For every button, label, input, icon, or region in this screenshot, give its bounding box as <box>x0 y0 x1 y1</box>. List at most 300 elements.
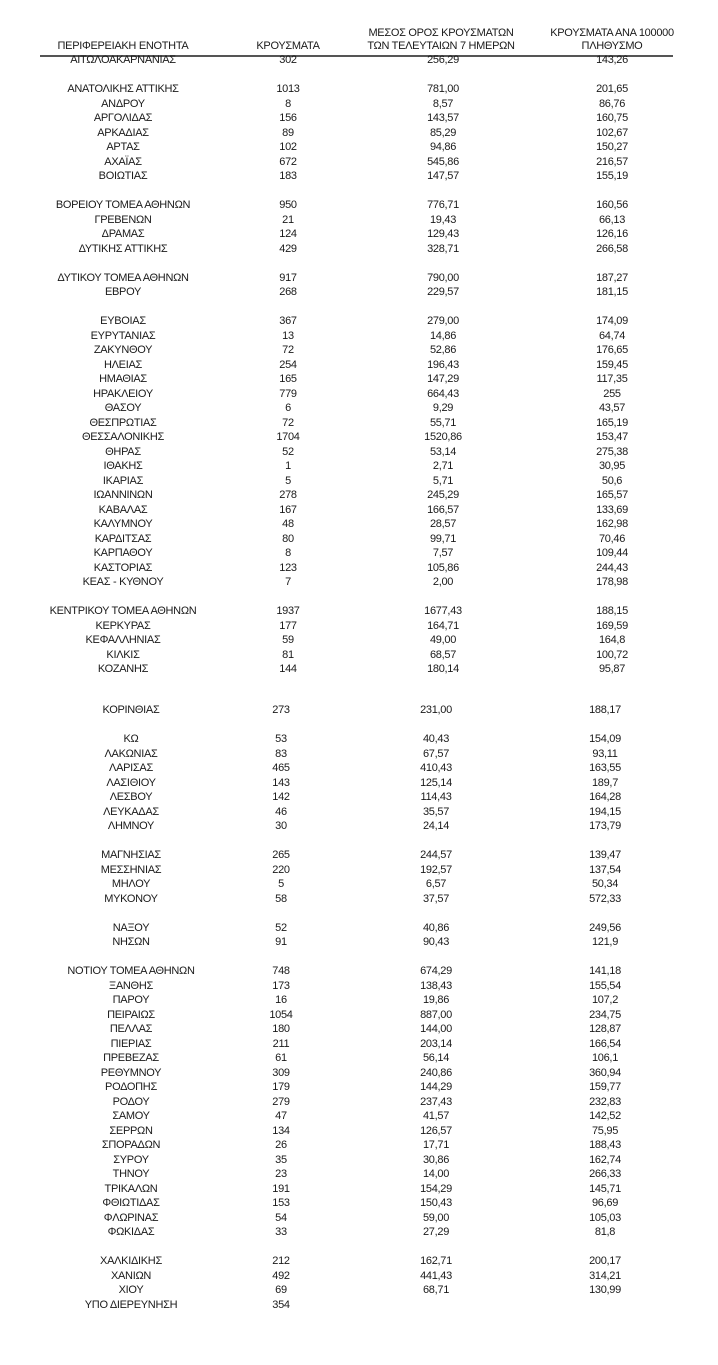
cases: 367 <box>279 315 297 327</box>
region-name: ΦΛΩΡΙΝΑΣ <box>103 1211 159 1224</box>
cases-per-100k: 255 <box>603 387 621 400</box>
region-name: ΗΡΑΚΛΕΙΟΥ <box>93 387 153 400</box>
cases: 950 <box>279 199 297 211</box>
cases-per-100k: 155,54 <box>589 979 621 992</box>
cases-per-100k: 164,28 <box>589 791 621 803</box>
region-name: ΚΑΛΥΜΝΟΥ <box>93 518 153 530</box>
cases: 672 <box>279 155 297 168</box>
avg-7-days: 129,43 <box>427 228 459 240</box>
cases-per-100k: 139,47 <box>589 849 621 861</box>
region-name: ΑΧΑΪΑΣ <box>104 155 142 168</box>
region-name: ΚΑΒΑΛΑΣ <box>98 503 148 516</box>
cases-per-100k: 30,95 <box>598 460 626 472</box>
avg-7-days: 244,57 <box>420 849 452 861</box>
cases-per-100k: 133,69 <box>596 503 628 516</box>
avg-7-days: 1677,43 <box>424 605 462 617</box>
header-per100k-line1: ΚΡΟΥΣΜΑΤΑ ΑΝΑ 100000 <box>550 27 674 39</box>
avg-7-days: 56,14 <box>422 1052 450 1064</box>
cases: 134 <box>272 1124 290 1137</box>
header-region: ΠΕΡΙΦΕΡΕΙΑΚΗ ΕΝΟΤΗΤΑ <box>57 40 189 52</box>
cases-per-100k: 164,8 <box>598 634 626 646</box>
cases: 6 <box>285 402 291 414</box>
region-name: ΑΝΔΡΟΥ <box>101 97 145 110</box>
region-name: ΘΕΣΠΡΩΤΙΑΣ <box>89 416 157 429</box>
avg-7-days: 37,57 <box>422 892 450 905</box>
avg-7-days: 144,29 <box>420 1081 452 1093</box>
cases: 5 <box>278 878 284 890</box>
cases-per-100k: 244,43 <box>596 561 628 574</box>
cases: 52 <box>282 445 294 458</box>
region-name: ΛΗΜΝΟΥ <box>107 820 155 832</box>
region-name: ΞΑΝΘΗΣ <box>109 979 153 992</box>
cases: 52 <box>275 921 287 934</box>
region-name: ΕΒΡΟΥ <box>104 286 142 298</box>
cases: 278 <box>279 489 297 501</box>
avg-7-days: 40,86 <box>422 921 450 934</box>
cases: 30 <box>275 820 287 832</box>
cases: 59 <box>282 634 294 646</box>
cases: 1704 <box>276 431 300 443</box>
region-name: ΧΑΛΚΙΔΙΚΗΣ <box>100 1255 162 1267</box>
cases: 72 <box>282 344 294 356</box>
region-name: ΠΕΙΡΑΙΩΣ <box>107 1008 155 1021</box>
cases-per-100k: 109,44 <box>596 547 628 559</box>
cases: 16 <box>275 994 287 1006</box>
cases: 72 <box>282 416 294 429</box>
region-name: ΚΑΡΔΙΤΣΑΣ <box>94 532 152 545</box>
cases-per-100k: 169,59 <box>596 619 628 632</box>
cases-per-100k: 249,56 <box>589 921 621 934</box>
avg-7-days: 7,57 <box>432 547 454 559</box>
cases-per-100k: 50,6 <box>601 474 623 487</box>
region-name: ΤΡΙΚΑΛΩΝ <box>104 1182 158 1195</box>
avg-7-days: 164,71 <box>427 619 459 632</box>
region-name: ΑΡΚΑΔΙΑΣ <box>97 126 149 139</box>
avg-7-days: 6,57 <box>425 878 447 890</box>
cases-per-100k: 572,33 <box>589 892 621 905</box>
cases-per-100k: 188,17 <box>589 704 621 716</box>
region-name: ΔΥΤΙΚΗΣ ΑΤΤΙΚΗΣ <box>78 242 168 255</box>
cases: 179 <box>272 1081 290 1093</box>
cases: 8 <box>285 547 291 559</box>
avg-7-days: 196,43 <box>427 358 459 371</box>
avg-7-days: 162,71 <box>420 1255 452 1267</box>
region-name: ΦΩΚΙΔΑΣ <box>107 1226 155 1238</box>
avg-7-days: 27,29 <box>422 1226 450 1238</box>
cases: 23 <box>275 1168 287 1180</box>
region-name: ΛΑΚΩΝΙΑΣ <box>104 747 158 760</box>
cases: 254 <box>279 358 297 371</box>
region-name: ΚΕΦΑΛΛΗΝΙΑΣ <box>85 634 161 646</box>
cases: 48 <box>282 518 294 530</box>
avg-7-days: 410,43 <box>420 762 452 774</box>
cases: 492 <box>272 1269 290 1282</box>
cases: 748 <box>272 965 290 977</box>
region-name: ΚΙΛΚΙΣ <box>106 648 140 661</box>
cases-per-100k: 143,26 <box>596 54 628 66</box>
avg-7-days: 229,57 <box>427 286 459 298</box>
avg-7-days: 14,86 <box>429 329 457 342</box>
avg-7-days: 19,43 <box>429 213 457 226</box>
region-name: ΝΑΞΟΥ <box>112 921 150 934</box>
region-name: ΜΕΣΣΗΝΙΑΣ <box>100 863 162 876</box>
region-name: ΚΑΡΠΑΘΟΥ <box>93 547 153 559</box>
avg-7-days: 231,00 <box>420 704 452 716</box>
region-name: ΔΥΤΙΚΟΥ ΤΟΜΕΑ ΑΘΗΝΩΝ <box>57 271 189 284</box>
cases-per-100k: 232,83 <box>589 1095 621 1108</box>
cases: 144 <box>279 663 297 675</box>
region-name: ΡΕΘΥΜΝΟΥ <box>100 1066 162 1079</box>
cases-per-100k: 75,95 <box>591 1124 619 1137</box>
region-name: ΜΥΚΟΝΟΥ <box>104 892 158 905</box>
region-name: ΚΕΝΤΡΙΚΟΥ ΤΟΜΕΑ ΑΘΗΝΩΝ <box>49 605 197 617</box>
avg-7-days: 40,43 <box>422 733 450 745</box>
cases-per-100k: 155,19 <box>596 170 628 182</box>
cases-per-100k: 105,03 <box>589 1211 621 1224</box>
cases: 5 <box>285 474 291 487</box>
avg-7-days: 8,57 <box>432 97 454 110</box>
region-name: ΛΑΣΙΘΙΟΥ <box>106 776 156 789</box>
avg-7-days: 192,57 <box>420 863 452 876</box>
avg-7-days: 94,86 <box>429 141 457 153</box>
region-name: ΕΥΡΥΤΑΝΙΑΣ <box>90 329 156 342</box>
region-name: ΘΕΣΣΑΛΟΝΙΚΗΣ <box>82 431 164 443</box>
cases: 124 <box>279 228 297 240</box>
cases-per-100k: 166,54 <box>589 1037 621 1050</box>
cases-per-100k: 234,75 <box>589 1008 621 1021</box>
cases: 8 <box>285 97 291 110</box>
cases-per-100k: 137,54 <box>589 863 621 876</box>
avg-7-days: 114,43 <box>420 791 452 803</box>
cases-per-100k: 266,33 <box>589 1168 621 1180</box>
region-name: ΙΩΑΝΝΙΝΩΝ <box>93 489 153 501</box>
cases-per-100k: 100,72 <box>596 648 628 661</box>
cases: 83 <box>275 747 287 760</box>
cases: 302 <box>279 54 297 66</box>
cases: 180 <box>272 1023 290 1035</box>
cases-per-100k: 165,57 <box>596 489 628 501</box>
cases: 153 <box>272 1197 290 1209</box>
cases-per-100k: 70,46 <box>598 532 626 545</box>
cases-per-100k: 66,13 <box>598 213 626 226</box>
region-name: ΠΡΕΒΕΖΑΣ <box>103 1052 159 1064</box>
avg-7-days: 147,29 <box>427 373 459 385</box>
cases-per-100k: 194,15 <box>589 805 621 818</box>
cases-per-100k: 216,57 <box>596 155 628 168</box>
region-name: ΤΗΝΟΥ <box>112 1168 150 1180</box>
avg-7-days: 14,00 <box>422 1168 450 1180</box>
cases: 53 <box>275 733 287 745</box>
cases: 26 <box>275 1139 287 1151</box>
cases: 142 <box>272 791 290 803</box>
cases-per-100k: 96,69 <box>591 1197 619 1209</box>
cases-per-100k: 145,71 <box>589 1182 621 1195</box>
avg-7-days: 5,71 <box>432 474 454 487</box>
cases: 91 <box>275 936 287 948</box>
cases: 265 <box>272 849 290 861</box>
avg-7-days: 59,00 <box>422 1211 450 1224</box>
region-name: ΚΑΣΤΟΡΙΑΣ <box>93 561 153 574</box>
region-name: ΑΡΤΑΣ <box>106 141 140 153</box>
cases-per-100k: 159,45 <box>596 358 628 371</box>
region-name: ΓΡΕΒΕΝΩΝ <box>94 213 152 226</box>
cases: 7 <box>285 576 291 588</box>
avg-7-days: 68,71 <box>422 1284 450 1296</box>
cases-per-100k: 200,17 <box>589 1255 621 1267</box>
avg-7-days: 240,86 <box>420 1066 452 1079</box>
cases-per-100k: 43,57 <box>598 402 626 414</box>
avg-7-days: 55,71 <box>429 416 457 429</box>
region-name: ΒΟΡΕΙΟΥ ΤΟΜΕΑ ΑΘΗΝΩΝ <box>55 199 191 211</box>
cases-per-100k: 187,27 <box>596 271 628 284</box>
avg-7-days: 256,29 <box>427 54 459 66</box>
cases: 123 <box>279 561 297 574</box>
cases-per-100k: 178,98 <box>596 576 628 588</box>
region-name: ΝΟΤΙΟΥ ΤΟΜΕΑ ΑΘΗΝΩΝ <box>67 965 195 977</box>
avg-7-days: 203,14 <box>420 1037 452 1050</box>
cases: 268 <box>279 286 297 298</box>
region-name: ΚΟΖΑΝΗΣ <box>97 663 149 675</box>
cases-per-100k: 130,99 <box>589 1284 621 1296</box>
cases: 429 <box>279 242 297 255</box>
region-name: ΧΙΟΥ <box>118 1284 144 1296</box>
cases: 35 <box>275 1153 287 1166</box>
avg-7-days: 17,71 <box>422 1139 450 1151</box>
cases: 177 <box>279 619 297 632</box>
cases-per-100k: 121,9 <box>591 936 619 948</box>
cases: 917 <box>279 271 297 284</box>
region-name: ΚΕΑΣ - ΚΥΘΝΟΥ <box>82 576 164 588</box>
avg-7-days: 41,57 <box>422 1110 450 1122</box>
header-avg-line1: ΜΕΣΟΣ ΟΡΟΣ ΚΡΟΥΣΜΑΤΩΝ <box>368 27 514 39</box>
cases-per-100k: 360,94 <box>589 1066 621 1079</box>
region-name: ΛΕΣΒΟΥ <box>109 791 153 803</box>
region-name: ΠΕΛΛΑΣ <box>109 1023 153 1035</box>
cases-per-100k: 176,65 <box>596 344 628 356</box>
avg-7-days: 147,57 <box>427 170 459 182</box>
region-name: ΒΟΙΩΤΙΑΣ <box>98 170 148 182</box>
cases: 309 <box>272 1066 290 1079</box>
cases: 211 <box>272 1037 290 1050</box>
region-name: ΠΑΡΟΥ <box>112 994 150 1006</box>
cases: 46 <box>275 805 287 818</box>
region-name: ΛΕΥΚΑΔΑΣ <box>103 805 159 818</box>
cases-per-100k: 102,67 <box>596 126 628 139</box>
region-name: ΙΘΑΚΗΣ <box>103 460 143 472</box>
region-name: ΙΚΑΡΙΑΣ <box>102 474 144 487</box>
region-name: ΑΙΤΩΛΟΑΚΑΡΝΑΝΙΑΣ <box>70 54 176 66</box>
region-name: ΖΑΚΥΝΘΟΥ <box>93 344 153 356</box>
cases: 61 <box>275 1052 287 1064</box>
region-name: ΑΝΑΤΟΛΙΚΗΣ ΑΤΤΙΚΗΣ <box>67 83 179 95</box>
avg-7-days: 125,14 <box>420 776 452 789</box>
cases-per-100k: 117,35 <box>596 373 628 385</box>
avg-7-days: 126,57 <box>420 1124 452 1137</box>
avg-7-days: 143,57 <box>427 112 459 124</box>
region-name: ΠΙΕΡΙΑΣ <box>110 1037 152 1050</box>
cases-per-100k: 189,7 <box>591 776 619 789</box>
cases-per-100k: 163,55 <box>589 762 621 774</box>
cases-per-100k: 314,21 <box>589 1269 621 1282</box>
cases: 273 <box>272 704 290 716</box>
cases: 89 <box>282 126 294 139</box>
avg-7-days: 1520,86 <box>424 431 462 443</box>
cases: 1013 <box>276 83 300 95</box>
cases-per-100k: 81,8 <box>594 1226 616 1238</box>
avg-7-days: 68,57 <box>429 648 457 661</box>
cases-per-100k: 188,43 <box>589 1139 621 1151</box>
avg-7-days: 24,14 <box>422 820 450 832</box>
cases: 220 <box>272 863 290 876</box>
region-name: ΥΠΟ ΔΙΕΡΕΥΝΗΣΗ <box>84 1298 178 1311</box>
avg-7-days: 52,86 <box>429 344 457 356</box>
cases-per-100k: 162,98 <box>596 518 628 530</box>
avg-7-days: 887,00 <box>420 1008 452 1021</box>
region-name: ΣΠΟΡΑΔΩΝ <box>101 1139 161 1151</box>
region-name: ΜΗΛΟΥ <box>111 878 151 890</box>
avg-7-days: 49,00 <box>429 634 457 646</box>
cases: 1 <box>285 460 291 472</box>
cases-per-100k: 150,27 <box>596 141 628 153</box>
avg-7-days: 9,29 <box>432 402 454 414</box>
avg-7-days: 138,43 <box>420 979 452 992</box>
avg-7-days: 781,00 <box>427 83 459 95</box>
cases-per-100k: 50,34 <box>591 878 619 890</box>
cases: 173 <box>272 979 290 992</box>
region-name: ΕΥΒΟΙΑΣ <box>100 315 146 327</box>
cases: 143 <box>272 776 290 789</box>
cases: 354 <box>272 1298 290 1311</box>
region-name: ΣΕΡΡΩΝ <box>109 1124 153 1137</box>
region-name: ΦΘΙΩΤΙΔΑΣ <box>102 1197 160 1209</box>
region-name: ΘΑΣΟΥ <box>104 402 142 414</box>
cases-per-100k: 181,15 <box>596 286 628 298</box>
cases-per-100k: 86,76 <box>598 97 626 110</box>
header-cases: ΚΡΟΥΣΜΑΤΑ <box>256 40 320 52</box>
region-name: ΗΜΑΘΙΑΣ <box>99 373 147 385</box>
avg-7-days: 105,86 <box>427 561 459 574</box>
region-name: ΗΛΕΙΑΣ <box>103 358 143 371</box>
region-name: ΘΗΡΑΣ <box>105 445 141 458</box>
cases: 13 <box>282 329 294 342</box>
avg-7-days: 279,00 <box>427 315 459 327</box>
cases-per-100k: 154,09 <box>589 733 621 745</box>
cases: 54 <box>275 1211 287 1224</box>
avg-7-days: 180,14 <box>427 663 459 675</box>
region-name: ΑΡΓΟΛΙΔΑΣ <box>93 112 153 124</box>
avg-7-days: 99,71 <box>429 532 457 545</box>
avg-7-days: 545,86 <box>427 155 459 168</box>
cases: 81 <box>282 648 294 661</box>
avg-7-days: 67,57 <box>422 747 450 760</box>
cases-per-100k: 275,38 <box>596 445 628 458</box>
cases: 47 <box>275 1110 287 1122</box>
region-name: ΣΑΜΟΥ <box>112 1110 150 1122</box>
region-name: ΡΟΔΟΥ <box>112 1095 150 1108</box>
avg-7-days: 2,71 <box>432 460 454 472</box>
cases: 167 <box>279 503 297 516</box>
cases-per-100k: 153,47 <box>596 431 628 443</box>
cases: 1054 <box>269 1008 293 1021</box>
cases-per-100k: 162,74 <box>589 1153 621 1166</box>
avg-7-days: 150,43 <box>420 1197 452 1209</box>
cases-per-100k: 266,58 <box>596 242 628 255</box>
region-name: ΝΗΣΩΝ <box>112 936 150 948</box>
avg-7-days: 53,14 <box>429 445 457 458</box>
region-name: ΔΡΑΜΑΣ <box>101 228 145 240</box>
cases-per-100k: 165,19 <box>596 416 628 429</box>
avg-7-days: 674,29 <box>420 965 452 977</box>
cases-per-100k: 173,79 <box>589 820 621 832</box>
cases: 279 <box>272 1095 290 1108</box>
cases: 191 <box>272 1182 290 1195</box>
cases-per-100k: 93,11 <box>592 747 618 760</box>
avg-7-days: 245,29 <box>427 489 459 501</box>
region-name: ΧΑΝΙΩΝ <box>110 1269 152 1282</box>
cases-per-100k: 174,09 <box>596 315 628 327</box>
avg-7-days: 85,29 <box>429 126 457 139</box>
region-name: ΛΑΡΙΣΑΣ <box>109 762 153 774</box>
avg-7-days: 28,57 <box>429 518 457 530</box>
cases-per-100k: 160,75 <box>596 112 628 124</box>
avg-7-days: 328,71 <box>427 242 459 255</box>
avg-7-days: 154,29 <box>420 1182 452 1195</box>
cases-per-100k: 160,56 <box>596 199 628 211</box>
cases-per-100k: 64,74 <box>598 329 626 342</box>
header-avg-line2: ΤΩΝ ΤΕΛΕΥΤΑΙΩΝ 7 ΗΜΕΡΩΝ <box>367 40 515 52</box>
cases: 1937 <box>276 605 300 617</box>
avg-7-days: 776,71 <box>427 199 459 211</box>
cases-per-100k: 95,87 <box>598 663 626 675</box>
avg-7-days: 2,00 <box>432 576 454 588</box>
cases-per-100k: 141,18 <box>589 965 621 977</box>
header-per100k-line2: ΠΛΗΘΥΣΜΟ <box>581 40 643 52</box>
cases: 102 <box>279 141 297 153</box>
cases-per-100k: 188,15 <box>596 605 628 617</box>
avg-7-days: 664,43 <box>427 387 459 400</box>
avg-7-days: 441,43 <box>420 1269 452 1282</box>
cases: 80 <box>282 532 294 545</box>
cases: 33 <box>275 1226 287 1238</box>
avg-7-days: 35,57 <box>422 805 450 818</box>
region-name: ΚΕΡΚΥΡΑΣ <box>95 619 151 632</box>
cases-per-100k: 159,77 <box>589 1081 621 1093</box>
region-name: ΡΟΔΟΠΗΣ <box>105 1081 157 1093</box>
avg-7-days: 144,00 <box>420 1023 452 1035</box>
cases-per-100k: 142,52 <box>589 1110 621 1122</box>
cases: 156 <box>279 112 297 124</box>
cases: 465 <box>272 762 290 774</box>
region-name: ΣΥΡΟΥ <box>113 1153 149 1166</box>
cases: 69 <box>275 1284 287 1296</box>
cases: 212 <box>272 1255 290 1267</box>
cases-per-100k: 201,65 <box>596 83 628 95</box>
region-name: ΚΟΡΙΝΘΙΑΣ <box>102 704 160 716</box>
cases-per-100k: 107,2 <box>591 994 619 1006</box>
avg-7-days: 30,86 <box>422 1153 450 1166</box>
avg-7-days: 166,57 <box>427 503 459 516</box>
avg-7-days: 790,00 <box>427 271 459 284</box>
cases: 183 <box>279 170 297 182</box>
cases-per-100k: 106,1 <box>591 1052 619 1064</box>
cases: 165 <box>279 373 297 385</box>
avg-7-days: 237,43 <box>420 1095 452 1108</box>
cases: 21 <box>282 213 294 226</box>
avg-7-days: 19,86 <box>422 994 450 1006</box>
cases: 58 <box>275 892 287 905</box>
cases-per-100k: 128,87 <box>589 1023 621 1035</box>
region-name: ΚΩ <box>123 733 139 745</box>
